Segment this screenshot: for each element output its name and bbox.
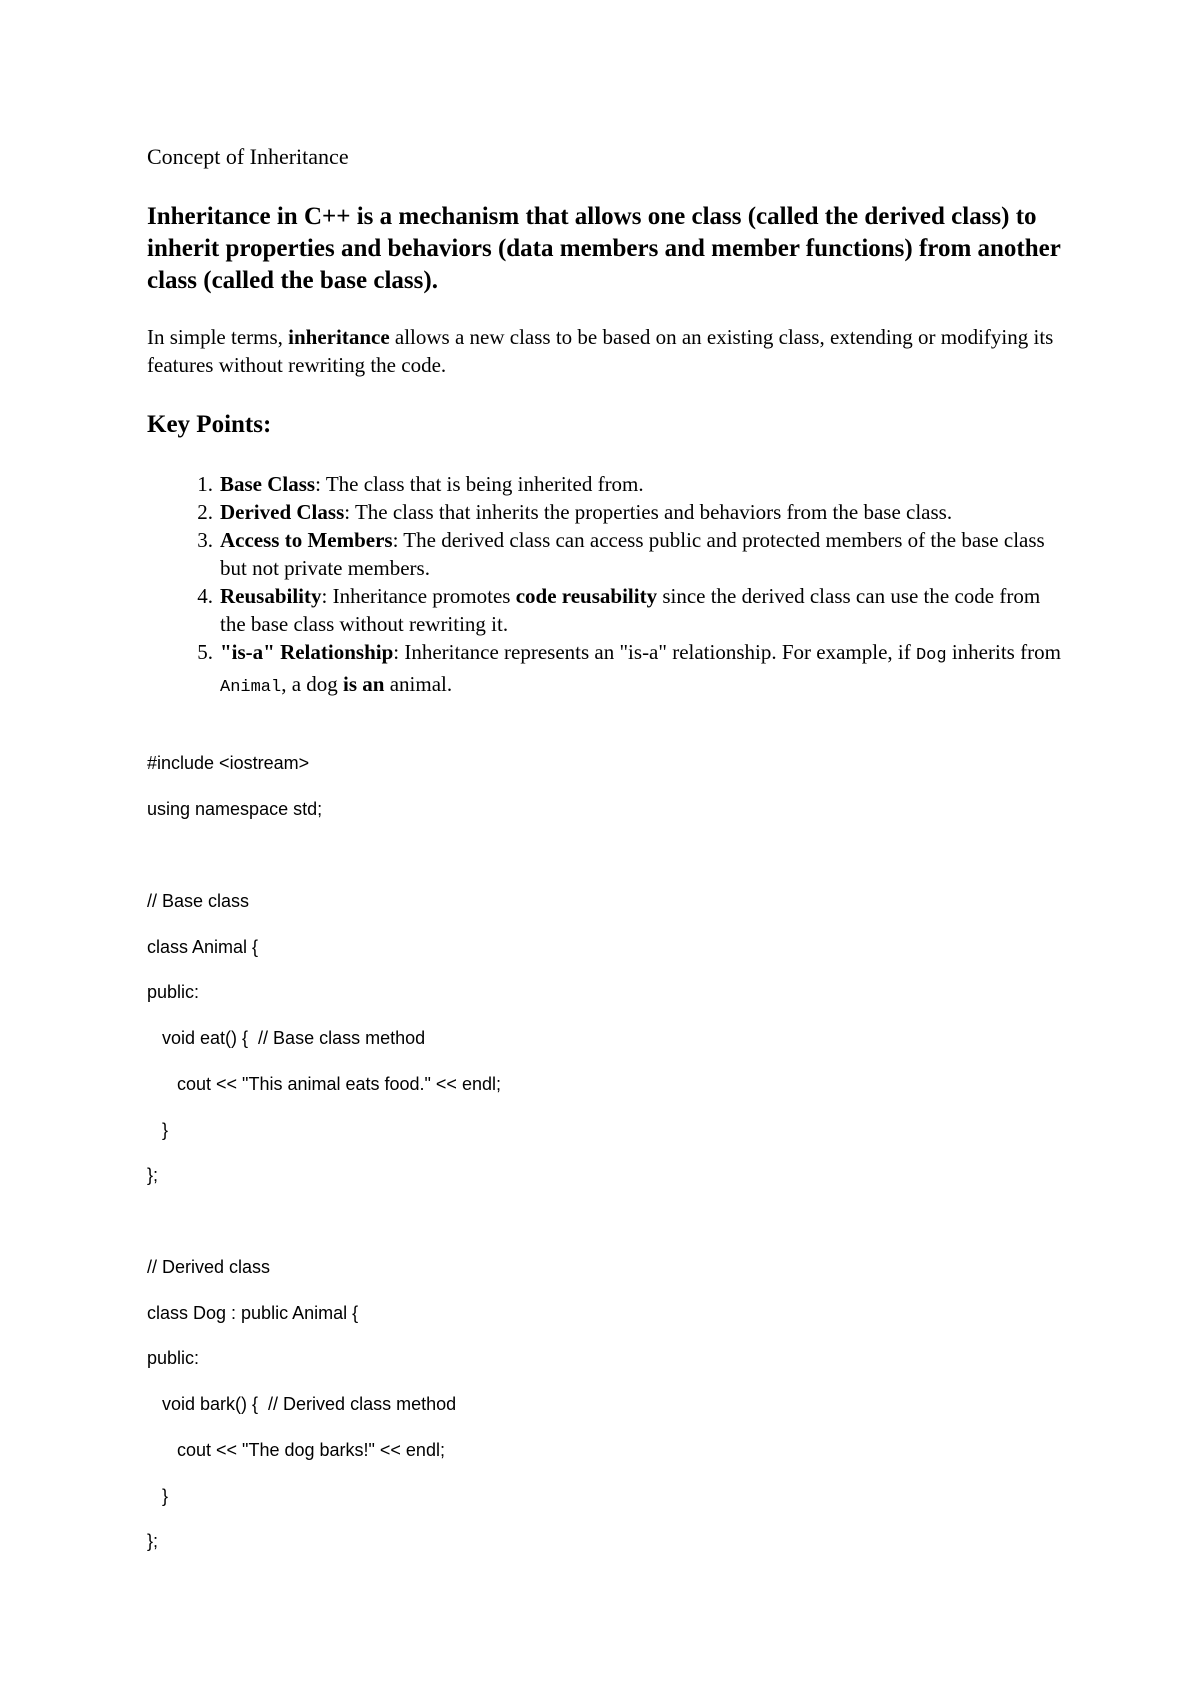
list-bold-phrase: is an [343,672,385,696]
list-number: 4. [197,584,213,608]
code-line: cout << "This animal eats food." << endl; [147,1074,501,1094]
intro-paragraph: Inheritance in C++ is a mechanism that allows one class (called the derived class) to inherit properties and behaviors (data members and member functions) from another class (called the base class). [147,203,1061,294]
code-line: void eat() { // Base class method [147,1028,426,1048]
inline-code-animal: Animal [220,678,282,697]
list-term: Reusability [220,584,322,608]
list-text: : Inheritance represents an "is-a" relationship. For example, if [393,640,916,664]
list-item [185,526,1065,582]
simple-prefix: In simple terms, [147,325,289,349]
list-text: : Inheritance promotes [321,584,516,608]
list-term: Access to Members [220,528,393,552]
list-term: Derived Class [220,500,345,524]
code-line: using namespace std; [147,799,323,819]
code-line: }; [147,1165,159,1185]
code-line: #include <iostream> [147,753,310,773]
list-item [185,582,1065,638]
list-text: : The derived class can access public and protected members of the base class but not private members. [220,528,1045,580]
code-comment: // Derived class [147,1257,271,1277]
list-text: , a dog [281,672,344,696]
list-number: 1. [197,472,213,496]
simple-suffix: allows a new class to be based on an existing class, extending or modifying its features without rewriting the code. [147,325,1054,377]
list-item [185,638,1065,702]
code-line: } [147,1486,169,1506]
code-line: cout << "The dog barks!" << endl; [147,1440,445,1460]
list-term: Base Class [220,472,316,496]
code-line: public: [147,1348,200,1368]
document-title: Concept of Inheritance [147,144,349,169]
simple-terms-paragraph [147,323,1087,379]
list-term: "is-a" Relationship [220,640,394,664]
list-text: : The class that is being inherited from. [315,472,644,496]
list-item [185,470,1065,498]
inline-code-dog: Dog [915,646,947,665]
code-line: }; [147,1531,159,1551]
code-comment: // Base class [147,891,250,911]
code-line: class Dog : public Animal { [147,1303,359,1323]
simple-bold-term: inheritance [288,325,390,349]
list-text: : The class that inherits the properties and behaviors from the base class. [344,500,953,524]
list-text: animal. [384,672,453,696]
code-line: void bark() { // Derived class method [147,1394,457,1414]
list-text: since the derived class can use the code from the base class without rewriting it. [220,584,1041,636]
list-number: 3. [197,528,213,552]
code-line: class Animal { [147,937,259,957]
list-number: 2. [197,500,213,524]
list-text: inherits from [946,640,1061,664]
list-number: 5. [197,640,213,664]
code-line: } [147,1120,169,1140]
code-line: public: [147,982,200,1002]
list-item [185,498,1065,526]
key-points-list [185,470,1065,702]
key-points-heading: Key Points: [147,411,272,438]
list-bold-phrase: code reusability [515,584,658,608]
